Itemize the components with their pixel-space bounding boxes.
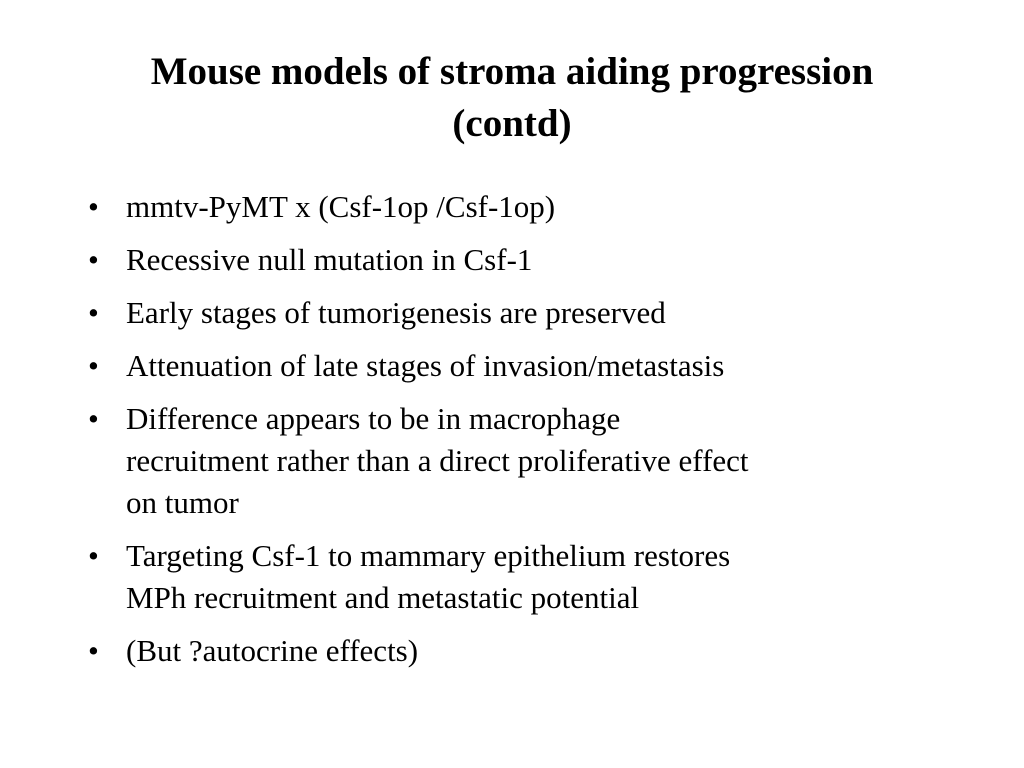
bullet-icon: • — [88, 633, 99, 668]
bullet-text: recruitment rather than a direct proliferative effect — [126, 443, 749, 478]
bullet-item — [88, 398, 948, 524]
bullet-icon: • — [88, 348, 99, 383]
bullet-icon: • — [88, 295, 99, 330]
bullet-text: Recessive null mutation in Csf-1 — [126, 242, 533, 277]
bullet-item — [88, 186, 948, 228]
bullet-text: Attenuation of late stages of invasion/metastasis — [126, 348, 725, 383]
bullet-item — [88, 345, 948, 387]
slide-title-line: Mouse models of stroma aiding progression — [150, 50, 874, 93]
bullet-text: on tumor — [126, 485, 239, 520]
bullet-icon: • — [88, 242, 99, 277]
slide-title — [60, 46, 964, 150]
bullet-item — [88, 630, 948, 672]
bullet-icon: • — [88, 538, 99, 573]
bullet-text: Targeting Csf-1 to mammary epithelium restores — [126, 538, 731, 573]
bullet-item — [88, 239, 948, 281]
bullet-text: MPh recruitment and metastatic potential — [126, 580, 640, 615]
bullet-text: (But ?autocrine effects) — [126, 633, 419, 668]
slide-title-line: (contd) — [452, 102, 572, 145]
bullet-item — [88, 535, 948, 619]
bullet-icon: • — [88, 401, 99, 436]
bullet-icon: • — [88, 189, 99, 224]
bullet-item — [88, 292, 948, 334]
bullet-text: Early stages of tumorigenesis are preserved — [126, 295, 666, 330]
bullet-text: Difference appears to be in macrophage — [126, 401, 621, 436]
bullet-list — [88, 186, 948, 683]
bullet-text: mmtv-PyMT x (Csf-1op /Csf-1op) — [126, 189, 556, 224]
